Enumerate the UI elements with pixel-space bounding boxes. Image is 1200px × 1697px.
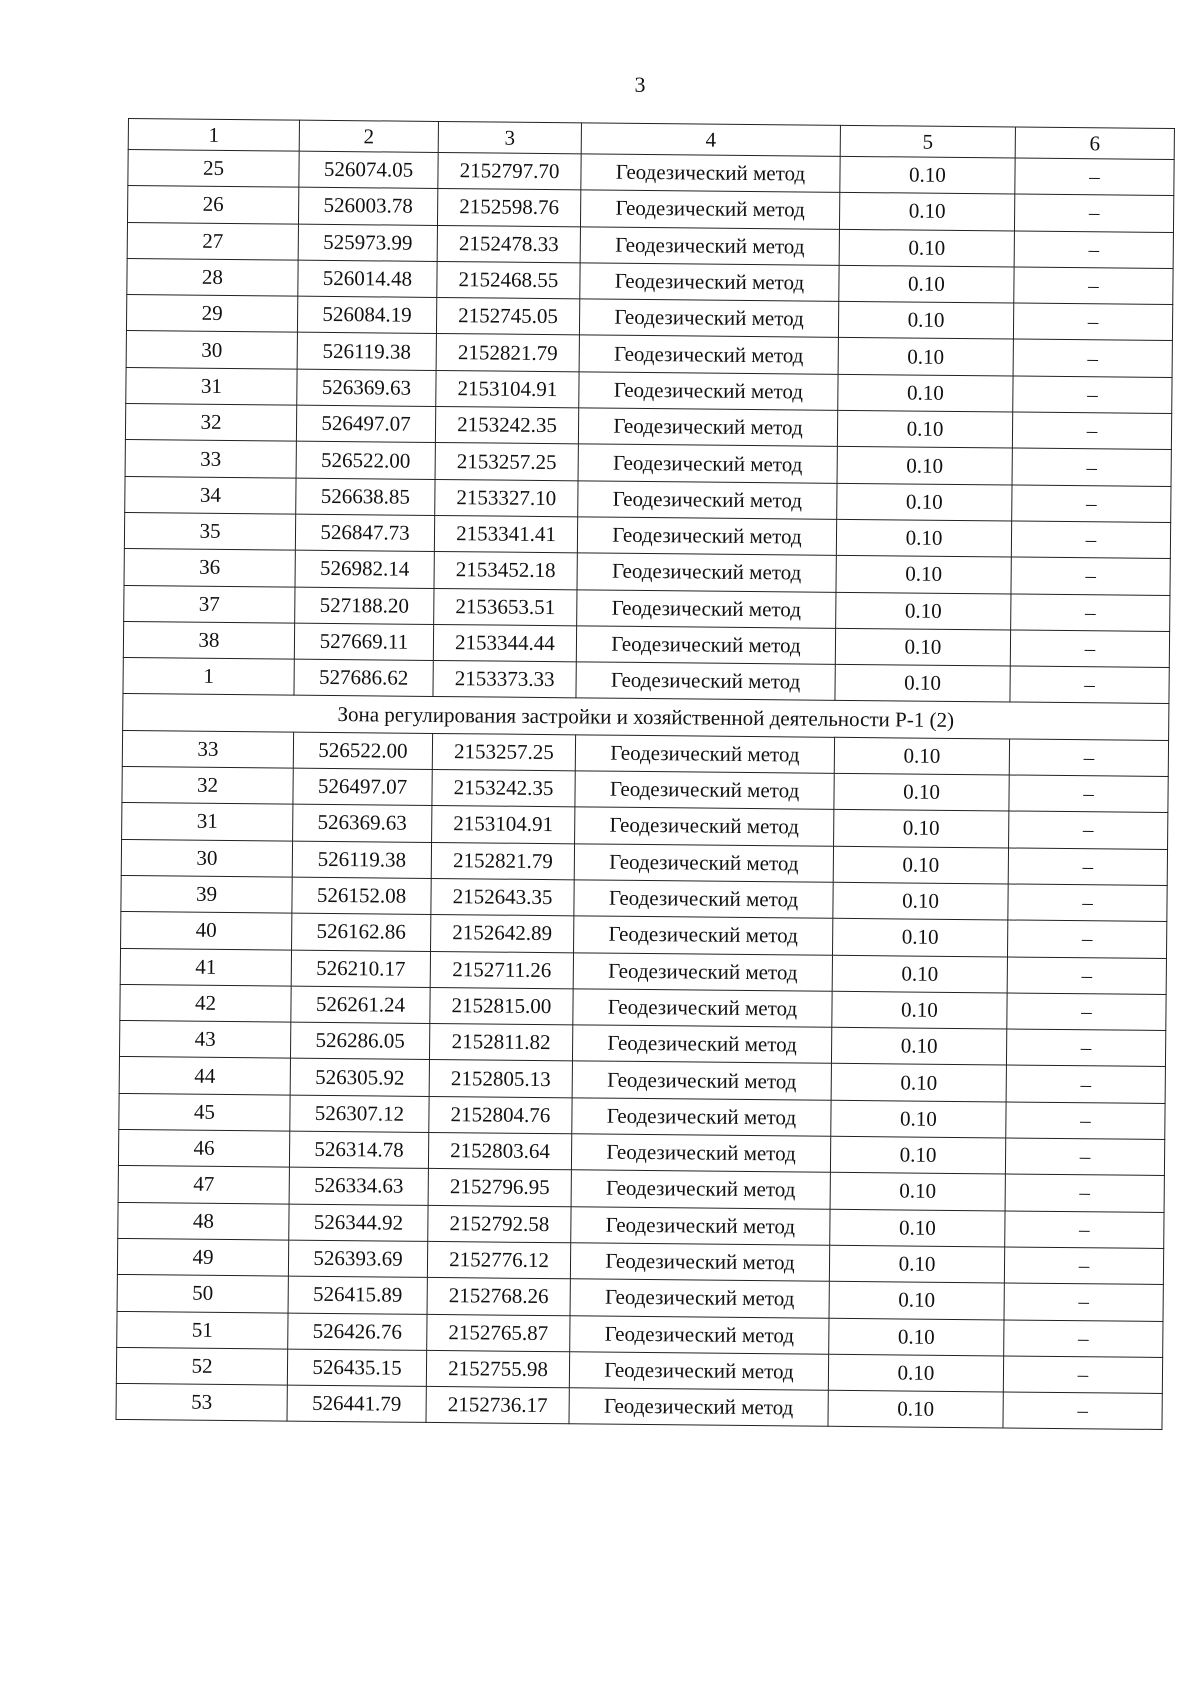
note-cell: – bbox=[1006, 1065, 1165, 1103]
accuracy-cell: 0.10 bbox=[834, 737, 1009, 775]
x-coordinate-cell: 526286.05 bbox=[290, 1022, 429, 1060]
x-coordinate-cell: 526119.38 bbox=[292, 841, 431, 879]
note-cell: – bbox=[1011, 557, 1170, 595]
method-cell: Геодезический метод bbox=[574, 916, 833, 955]
x-coordinate-cell: 526084.19 bbox=[297, 296, 436, 334]
y-coordinate-cell: 2153373.33 bbox=[433, 661, 576, 699]
point-number-cell: 49 bbox=[117, 1238, 288, 1276]
method-cell: Геодезический метод bbox=[576, 662, 835, 701]
x-coordinate-cell: 526334.63 bbox=[289, 1167, 428, 1205]
accuracy-cell: 0.10 bbox=[839, 229, 1014, 267]
y-coordinate-cell: 2152711.26 bbox=[430, 951, 573, 989]
point-number-cell: 25 bbox=[128, 150, 299, 188]
note-cell: – bbox=[1012, 448, 1171, 486]
y-coordinate-cell: 2152796.95 bbox=[428, 1169, 571, 1207]
table-body bbox=[116, 119, 1174, 1430]
note-cell: – bbox=[1009, 775, 1168, 813]
y-coordinate-cell: 2152468.55 bbox=[437, 261, 580, 299]
note-cell: – bbox=[1009, 811, 1168, 849]
point-number-cell: 44 bbox=[119, 1057, 290, 1095]
point-number-cell: 37 bbox=[124, 585, 295, 623]
accuracy-cell: 0.10 bbox=[840, 156, 1015, 194]
x-coordinate-cell: 527188.20 bbox=[295, 587, 434, 625]
accuracy-cell: 0.10 bbox=[836, 592, 1011, 630]
point-number-cell: 32 bbox=[125, 404, 296, 442]
method-cell: Геодезический метод bbox=[573, 989, 832, 1028]
y-coordinate-cell: 2152815.00 bbox=[430, 987, 573, 1025]
note-cell: – bbox=[1011, 521, 1170, 559]
x-coordinate-cell: 526014.48 bbox=[298, 260, 437, 298]
note-cell: – bbox=[1013, 376, 1172, 414]
note-cell: – bbox=[1013, 339, 1172, 377]
method-cell: Геодезический метод bbox=[576, 626, 835, 665]
point-number-cell: 40 bbox=[121, 912, 292, 950]
point-number-cell: 42 bbox=[120, 984, 291, 1022]
y-coordinate-cell: 2153104.91 bbox=[432, 806, 575, 844]
note-cell: – bbox=[1003, 1392, 1162, 1430]
y-coordinate-cell: 2152755.98 bbox=[426, 1350, 569, 1388]
note-cell: – bbox=[1003, 1356, 1162, 1394]
x-coordinate-cell: 526119.38 bbox=[297, 333, 436, 371]
x-coordinate-cell: 527686.62 bbox=[294, 659, 433, 697]
method-cell: Геодезический метод bbox=[577, 589, 836, 628]
y-coordinate-cell: 2152804.76 bbox=[429, 1096, 572, 1134]
point-number-cell: 41 bbox=[120, 948, 291, 986]
y-coordinate-cell: 2153327.10 bbox=[435, 479, 578, 517]
note-cell: – bbox=[1006, 1102, 1165, 1140]
accuracy-cell: 0.10 bbox=[828, 1390, 1003, 1428]
point-number-cell: 33 bbox=[122, 730, 293, 768]
accuracy-cell: 0.10 bbox=[828, 1354, 1003, 1392]
point-number-cell: 36 bbox=[124, 549, 295, 587]
y-coordinate-cell: 2152805.13 bbox=[429, 1060, 572, 1098]
method-cell: Геодезический метод bbox=[580, 263, 839, 302]
note-cell: – bbox=[1004, 1283, 1163, 1321]
x-coordinate-cell: 526305.92 bbox=[290, 1059, 429, 1097]
point-number-cell: 26 bbox=[128, 186, 299, 224]
point-number-cell: 29 bbox=[126, 295, 297, 333]
x-coordinate-cell: 526522.00 bbox=[293, 732, 432, 770]
x-coordinate-cell: 526307.12 bbox=[290, 1095, 429, 1133]
y-coordinate-cell: 2152478.33 bbox=[437, 225, 580, 263]
point-number-cell: 48 bbox=[118, 1202, 289, 1240]
x-coordinate-cell: 526261.24 bbox=[291, 986, 430, 1024]
x-coordinate-cell: 526344.92 bbox=[289, 1204, 428, 1242]
y-coordinate-cell: 2152768.26 bbox=[427, 1278, 570, 1316]
x-coordinate-cell: 526074.05 bbox=[299, 151, 438, 189]
note-cell: – bbox=[1005, 1174, 1164, 1212]
method-cell: Геодезический метод bbox=[577, 517, 836, 556]
method-cell: Геодезический метод bbox=[575, 807, 834, 846]
x-coordinate-cell: 526003.78 bbox=[298, 187, 437, 225]
point-number-cell: 38 bbox=[123, 621, 294, 659]
header-cell-accuracy: 5 bbox=[840, 125, 1015, 158]
x-coordinate-cell: 526522.00 bbox=[296, 442, 435, 480]
y-coordinate-cell: 2153104.91 bbox=[436, 370, 579, 408]
coordinates-table bbox=[115, 118, 1174, 1430]
y-coordinate-cell: 2152792.58 bbox=[428, 1205, 571, 1243]
note-cell: – bbox=[1014, 194, 1173, 232]
accuracy-cell: 0.10 bbox=[830, 1209, 1005, 1247]
y-coordinate-cell: 2152803.64 bbox=[428, 1132, 571, 1170]
method-cell: Геодезический метод bbox=[570, 1279, 829, 1318]
x-coordinate-cell: 526426.76 bbox=[288, 1313, 427, 1351]
x-coordinate-cell: 526210.17 bbox=[291, 950, 430, 988]
header-cell-x: 2 bbox=[299, 120, 438, 152]
point-number-cell: 34 bbox=[125, 476, 296, 514]
note-cell: – bbox=[1010, 630, 1169, 668]
y-coordinate-cell: 2152797.70 bbox=[438, 152, 581, 190]
y-coordinate-cell: 2152776.12 bbox=[427, 1241, 570, 1279]
accuracy-cell: 0.10 bbox=[836, 556, 1011, 594]
method-cell: Геодезический метод bbox=[578, 408, 837, 447]
point-number-cell: 46 bbox=[118, 1129, 289, 1167]
note-cell: – bbox=[1012, 485, 1171, 523]
point-number-cell: 52 bbox=[116, 1347, 287, 1385]
x-coordinate-cell: 526638.85 bbox=[296, 478, 435, 516]
accuracy-cell: 0.10 bbox=[833, 882, 1008, 920]
note-cell: – bbox=[1005, 1211, 1164, 1249]
y-coordinate-cell: 2153242.35 bbox=[435, 407, 578, 445]
y-coordinate-cell: 2153257.25 bbox=[432, 733, 575, 771]
accuracy-cell: 0.10 bbox=[839, 193, 1014, 231]
note-cell: – bbox=[1004, 1319, 1163, 1357]
method-cell: Геодезический метод bbox=[579, 335, 838, 374]
y-coordinate-cell: 2152821.79 bbox=[431, 842, 574, 880]
point-number-cell: 31 bbox=[126, 367, 297, 405]
method-cell: Геодезический метод bbox=[578, 481, 837, 520]
header-cell-method: 4 bbox=[581, 123, 840, 156]
x-coordinate-cell: 526314.78 bbox=[289, 1131, 428, 1169]
accuracy-cell: 0.10 bbox=[830, 1173, 1005, 1211]
method-cell: Геодезический метод bbox=[577, 553, 836, 592]
y-coordinate-cell: 2153344.44 bbox=[433, 624, 576, 662]
method-cell: Геодезический метод bbox=[571, 1170, 830, 1209]
method-cell: Геодезический метод bbox=[571, 1206, 830, 1245]
method-cell: Геодезический метод bbox=[569, 1388, 828, 1427]
point-number-cell: 30 bbox=[121, 839, 292, 877]
y-coordinate-cell: 2152643.35 bbox=[431, 878, 574, 916]
accuracy-cell: 0.10 bbox=[829, 1281, 1004, 1319]
accuracy-cell: 0.10 bbox=[838, 374, 1013, 412]
accuracy-cell: 0.10 bbox=[837, 447, 1012, 485]
note-cell: – bbox=[1014, 231, 1173, 269]
point-number-cell: 39 bbox=[121, 875, 292, 913]
header-cell-point-number: 1 bbox=[128, 119, 299, 152]
accuracy-cell: 0.10 bbox=[829, 1318, 1004, 1356]
point-number-cell: 33 bbox=[125, 440, 296, 478]
note-cell: – bbox=[1013, 303, 1172, 341]
method-cell: Геодезический метод bbox=[575, 735, 834, 774]
x-coordinate-cell: 526847.73 bbox=[295, 514, 434, 552]
point-number-cell: 50 bbox=[117, 1275, 288, 1313]
method-cell: Геодезический метод bbox=[579, 372, 838, 411]
point-number-cell: 53 bbox=[116, 1384, 287, 1422]
note-cell: – bbox=[1008, 884, 1167, 922]
method-cell: Геодезический метод bbox=[580, 190, 839, 229]
note-cell: – bbox=[1004, 1247, 1163, 1285]
note-cell: – bbox=[1006, 1029, 1165, 1067]
method-cell: Геодезический метод bbox=[581, 154, 840, 193]
x-coordinate-cell: 526152.08 bbox=[292, 877, 431, 915]
accuracy-cell: 0.10 bbox=[835, 628, 1010, 666]
point-number-cell: 47 bbox=[118, 1166, 289, 1204]
point-number-cell: 31 bbox=[122, 803, 293, 841]
accuracy-cell: 0.10 bbox=[837, 483, 1012, 521]
x-coordinate-cell: 525973.99 bbox=[298, 224, 437, 262]
accuracy-cell: 0.10 bbox=[829, 1245, 1004, 1283]
accuracy-cell: 0.10 bbox=[835, 664, 1010, 702]
method-cell: Геодезический метод bbox=[574, 880, 833, 919]
accuracy-cell: 0.10 bbox=[831, 1027, 1006, 1065]
method-cell: Геодезический метод bbox=[580, 226, 839, 265]
accuracy-cell: 0.10 bbox=[834, 810, 1009, 848]
accuracy-cell: 0.10 bbox=[838, 302, 1013, 340]
x-coordinate-cell: 526415.89 bbox=[288, 1276, 427, 1314]
point-number-cell: 51 bbox=[117, 1311, 288, 1349]
x-coordinate-cell: 526497.07 bbox=[296, 405, 435, 443]
y-coordinate-cell: 2152745.05 bbox=[436, 298, 579, 336]
y-coordinate-cell: 2153257.25 bbox=[435, 443, 578, 481]
note-cell: – bbox=[1009, 739, 1168, 777]
note-cell: – bbox=[1007, 993, 1166, 1031]
method-cell: Геодезический метод bbox=[573, 952, 832, 991]
x-coordinate-cell: 526497.07 bbox=[293, 768, 432, 806]
point-number-cell: 43 bbox=[119, 1021, 290, 1059]
accuracy-cell: 0.10 bbox=[830, 1136, 1005, 1174]
accuracy-cell: 0.10 bbox=[831, 1064, 1006, 1102]
y-coordinate-cell: 2152736.17 bbox=[426, 1387, 569, 1425]
note-cell: – bbox=[1007, 957, 1166, 995]
note-cell: – bbox=[1015, 158, 1174, 196]
accuracy-cell: 0.10 bbox=[833, 846, 1008, 884]
point-number-cell: 45 bbox=[119, 1093, 290, 1131]
accuracy-cell: 0.10 bbox=[837, 410, 1012, 448]
y-coordinate-cell: 2152598.76 bbox=[437, 189, 580, 227]
x-coordinate-cell: 526393.69 bbox=[288, 1240, 427, 1278]
note-cell: – bbox=[1012, 412, 1171, 450]
x-coordinate-cell: 527669.11 bbox=[294, 623, 433, 661]
accuracy-cell: 0.10 bbox=[839, 265, 1014, 303]
section-title: Зона регулирования застройки и хозяйственной деятельности Р-1 (2) bbox=[123, 694, 1169, 740]
accuracy-cell: 0.10 bbox=[832, 955, 1007, 993]
x-coordinate-cell: 526369.63 bbox=[293, 804, 432, 842]
x-coordinate-cell: 526982.14 bbox=[295, 550, 434, 588]
accuracy-cell: 0.10 bbox=[832, 919, 1007, 957]
note-cell: – bbox=[1007, 920, 1166, 958]
x-coordinate-cell: 526435.15 bbox=[287, 1349, 426, 1387]
note-cell: – bbox=[1011, 594, 1170, 632]
header-cell-note: 6 bbox=[1015, 127, 1174, 160]
method-cell: Геодезический метод bbox=[572, 1098, 831, 1137]
y-coordinate-cell: 2152821.79 bbox=[436, 334, 579, 372]
method-cell: Геодезический метод bbox=[575, 771, 834, 810]
y-coordinate-cell: 2153341.41 bbox=[434, 515, 577, 553]
method-cell: Геодезический метод bbox=[572, 1025, 831, 1064]
page-number: 3 bbox=[634, 72, 646, 97]
method-cell: Геодезический метод bbox=[570, 1243, 829, 1282]
point-number-cell: 32 bbox=[122, 767, 293, 805]
method-cell: Геодезический метод bbox=[579, 299, 838, 338]
header-cell-y: 3 bbox=[438, 121, 581, 153]
accuracy-cell: 0.10 bbox=[831, 1100, 1006, 1138]
y-coordinate-cell: 2153653.51 bbox=[434, 588, 577, 626]
method-cell: Геодезический метод bbox=[571, 1134, 830, 1173]
note-cell: – bbox=[1014, 267, 1173, 305]
note-cell: – bbox=[1008, 848, 1167, 886]
method-cell: Геодезический метод bbox=[578, 444, 837, 483]
y-coordinate-cell: 2152765.87 bbox=[427, 1314, 570, 1352]
x-coordinate-cell: 526441.79 bbox=[287, 1385, 426, 1423]
note-cell: – bbox=[1005, 1138, 1164, 1176]
point-number-cell: 30 bbox=[126, 331, 297, 369]
method-cell: Геодезический метод bbox=[570, 1315, 829, 1354]
y-coordinate-cell: 2152811.82 bbox=[429, 1024, 572, 1062]
point-number-cell: 35 bbox=[124, 512, 295, 550]
point-number-cell: 28 bbox=[127, 258, 298, 296]
method-cell: Геодезический метод bbox=[574, 843, 833, 882]
accuracy-cell: 0.10 bbox=[838, 338, 1013, 376]
accuracy-cell: 0.10 bbox=[836, 519, 1011, 557]
y-coordinate-cell: 2152642.89 bbox=[431, 915, 574, 953]
accuracy-cell: 0.10 bbox=[832, 991, 1007, 1029]
x-coordinate-cell: 526162.86 bbox=[292, 913, 431, 951]
method-cell: Геодезический метод bbox=[572, 1061, 831, 1100]
point-number-cell: 27 bbox=[127, 222, 298, 260]
note-cell: – bbox=[1010, 666, 1169, 704]
x-coordinate-cell: 526369.63 bbox=[297, 369, 436, 407]
point-number-cell: 1 bbox=[123, 658, 294, 696]
y-coordinate-cell: 2153242.35 bbox=[432, 769, 575, 807]
method-cell: Геодезический метод bbox=[569, 1352, 828, 1391]
y-coordinate-cell: 2153452.18 bbox=[434, 552, 577, 590]
accuracy-cell: 0.10 bbox=[834, 773, 1009, 811]
